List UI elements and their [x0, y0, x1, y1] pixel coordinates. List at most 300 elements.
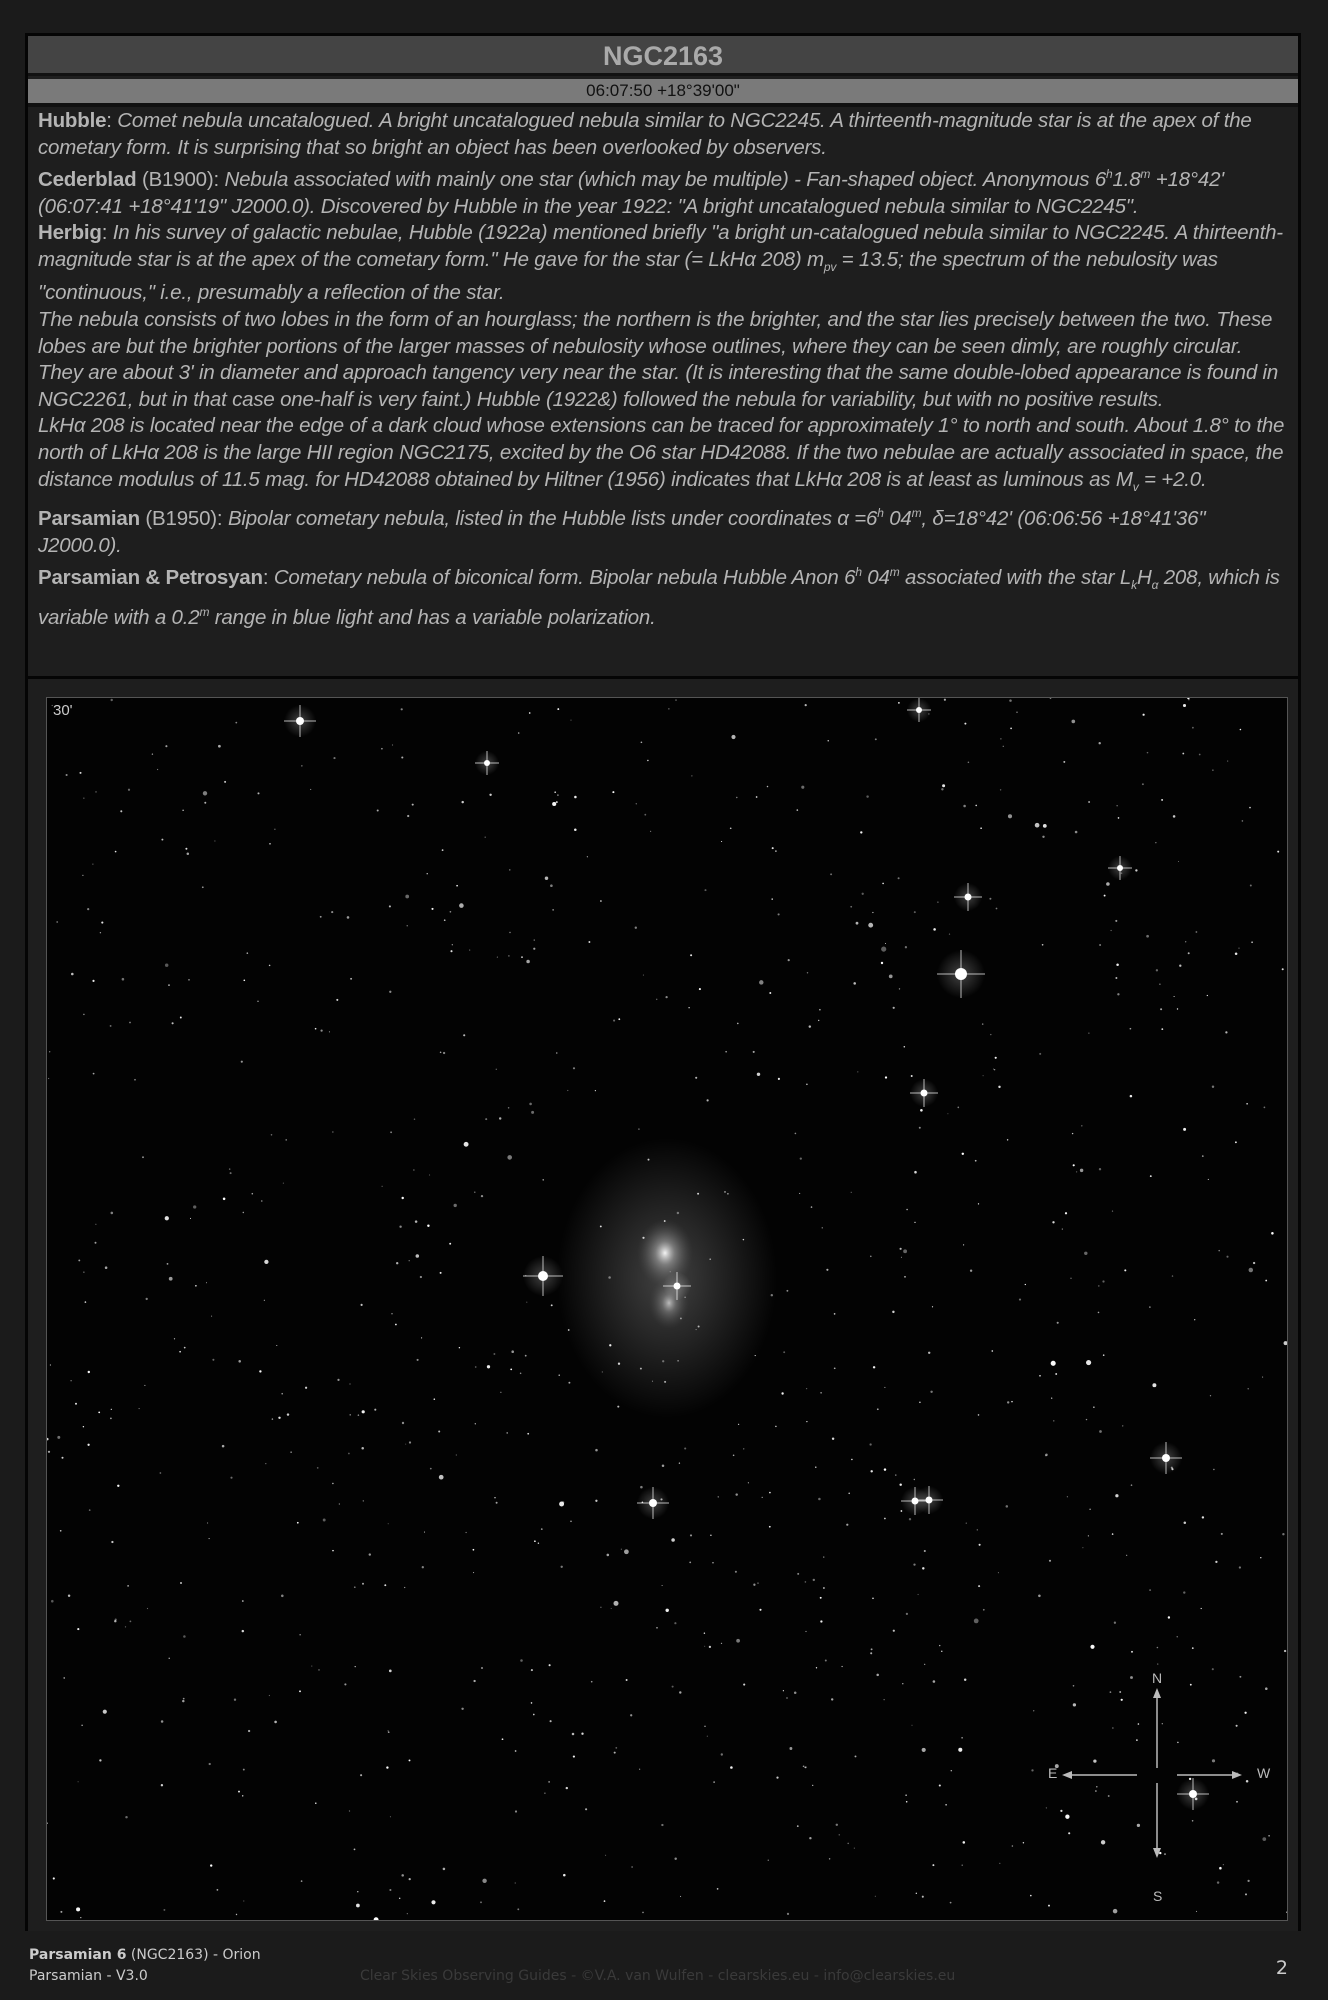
- star: [515, 1882, 516, 1883]
- star: [853, 982, 856, 985]
- description-text: (B1900):: [136, 168, 225, 192]
- star: [381, 748, 383, 750]
- star: [1089, 1508, 1091, 1510]
- star: [115, 851, 117, 853]
- star: [794, 1692, 797, 1695]
- star: [444, 919, 446, 921]
- star: [876, 1674, 879, 1677]
- star: [461, 801, 463, 803]
- star: [438, 1430, 440, 1432]
- star: [778, 913, 780, 915]
- star: [612, 791, 614, 793]
- star: [384, 1584, 386, 1586]
- star: [643, 975, 644, 976]
- star: [900, 1248, 902, 1250]
- star: [1010, 728, 1012, 730]
- star: [509, 869, 510, 870]
- compass-rose: [1047, 1658, 1287, 1898]
- star: [870, 1470, 872, 1472]
- star: [568, 1382, 570, 1384]
- star: [1099, 944, 1101, 946]
- star: [264, 1260, 268, 1264]
- star: [78, 1259, 80, 1261]
- star: [388, 1523, 389, 1524]
- star: [963, 1244, 964, 1245]
- star: [134, 1079, 136, 1081]
- star: [401, 756, 403, 758]
- description-text: LkHα 208 is located near the edge of a dark cloud whose extensions can be traced for approximately 1° to north and south. About 1.8° to the north of LkHα 208 is the large HII region NGC2175, excited by the O6 star HD42088. If the two nebulae are actually associated in space, the distance modulus of 11.5 mag. for HD42088 obtained by Hiltner (1956) indicates that LkHα 208 is at least as luminous as M: [38, 414, 1285, 491]
- star: [652, 1381, 653, 1382]
- star: [1072, 1133, 1073, 1134]
- star: [283, 1183, 284, 1184]
- star: [970, 1269, 972, 1271]
- star: [1215, 1561, 1217, 1563]
- star: [677, 1212, 679, 1214]
- object-coordinates: 06:07:50 +18°39'00": [28, 79, 1298, 107]
- star: [1070, 1278, 1071, 1279]
- star: [235, 722, 237, 724]
- star: [369, 1553, 371, 1555]
- description-text: H: [1136, 566, 1152, 590]
- star: [272, 1418, 273, 1419]
- star: [57, 1436, 60, 1439]
- star: [636, 803, 637, 804]
- object-card: [25, 33, 1301, 1931]
- star: [489, 794, 491, 796]
- star: [1156, 969, 1158, 971]
- star: [1212, 1085, 1214, 1087]
- star: [768, 1860, 769, 1861]
- star: [420, 1276, 422, 1278]
- star: [950, 1902, 952, 1904]
- star: [1130, 1095, 1133, 1098]
- star: [904, 1276, 905, 1277]
- star: [206, 1282, 207, 1283]
- description-text: Nebula associated with mainly one star (which may be multiple) - Fan-shaped object. Anonymous 6: [224, 168, 1107, 192]
- star: [736, 797, 737, 798]
- star: [329, 1031, 330, 1032]
- star: [1286, 1911, 1287, 1913]
- star: [644, 814, 646, 816]
- star: [873, 1366, 875, 1368]
- star: [922, 1748, 926, 1752]
- star: [98, 1411, 100, 1413]
- star: [386, 1766, 388, 1768]
- star: [1016, 712, 1017, 713]
- star: [531, 1111, 534, 1114]
- star: [127, 1585, 129, 1587]
- star: [771, 898, 772, 899]
- star: [884, 1468, 886, 1470]
- star: [265, 1463, 266, 1464]
- star: [828, 740, 829, 741]
- star: [822, 1227, 823, 1228]
- star: [129, 1620, 131, 1622]
- star: [818, 1498, 821, 1501]
- star: [656, 1627, 658, 1629]
- star: [1238, 948, 1239, 949]
- compass-north-label: N: [1152, 1670, 1163, 1686]
- star: [401, 1197, 403, 1199]
- star: [1194, 1319, 1195, 1320]
- star: [454, 1204, 457, 1207]
- star: [735, 1493, 737, 1495]
- star: [1131, 1484, 1133, 1486]
- star: [111, 699, 113, 701]
- star: [361, 1304, 363, 1306]
- star: [75, 1403, 77, 1405]
- description-text: 04: [861, 566, 890, 590]
- star: [884, 1699, 885, 1700]
- star: [80, 1917, 81, 1918]
- star: [805, 1766, 807, 1768]
- star: [429, 1174, 430, 1175]
- star: [909, 1518, 911, 1520]
- star: [570, 1520, 572, 1522]
- star: [797, 1825, 799, 1827]
- star: [333, 757, 335, 759]
- star: [129, 1022, 131, 1024]
- star: [963, 805, 966, 808]
- star: [363, 1500, 364, 1501]
- star: [825, 1660, 827, 1662]
- compass-west-label: W: [1257, 1765, 1271, 1781]
- star: [110, 1418, 112, 1420]
- star: [889, 975, 893, 979]
- description-text: :: [101, 221, 113, 245]
- star: [1081, 1125, 1083, 1127]
- star: [1179, 965, 1181, 967]
- star: [550, 1720, 552, 1722]
- star: [323, 1519, 326, 1522]
- star: [806, 1084, 808, 1086]
- star: [982, 1023, 983, 1024]
- star: [459, 903, 464, 908]
- star: [1130, 1028, 1132, 1030]
- star: [836, 1824, 838, 1826]
- object-description: [38, 108, 1288, 631]
- star: [344, 1683, 346, 1685]
- star: [83, 798, 84, 799]
- star: [1075, 831, 1078, 834]
- star: [1183, 704, 1186, 707]
- star: [697, 1193, 699, 1195]
- star: [713, 1781, 714, 1782]
- star: [875, 1896, 876, 1897]
- star: [721, 1753, 723, 1755]
- description-text: m: [911, 506, 922, 521]
- star: [475, 1423, 476, 1424]
- star: [87, 908, 89, 910]
- star: [554, 791, 556, 793]
- star: [551, 1304, 553, 1306]
- star: [473, 1680, 475, 1682]
- star: [1199, 754, 1201, 756]
- bright-star: [1117, 865, 1123, 871]
- star: [1086, 1419, 1087, 1420]
- star: [299, 1690, 301, 1692]
- star: [77, 1628, 79, 1630]
- star: [932, 1864, 934, 1866]
- bright-star: [955, 968, 967, 980]
- star: [1063, 761, 1065, 763]
- star: [281, 1595, 284, 1598]
- bright-star: [296, 717, 304, 725]
- star: [117, 1485, 119, 1487]
- description-text: α: [1151, 578, 1159, 593]
- star: [568, 1329, 570, 1331]
- star: [224, 781, 226, 783]
- star: [781, 1392, 783, 1394]
- bright-star: [538, 1271, 548, 1281]
- star: [731, 735, 735, 739]
- star: [238, 1360, 241, 1363]
- star: [1122, 1425, 1123, 1426]
- star: [362, 1410, 365, 1413]
- star: [427, 873, 428, 874]
- star: [611, 1608, 612, 1609]
- star: [538, 1543, 539, 1544]
- star: [743, 1239, 744, 1240]
- star: [241, 1061, 243, 1063]
- star: [635, 927, 637, 929]
- star: [320, 916, 322, 918]
- star: [409, 1441, 411, 1443]
- star: [481, 1667, 483, 1669]
- star: [895, 1474, 896, 1475]
- star: [147, 1608, 148, 1609]
- bright-star: [965, 894, 972, 901]
- star: [207, 1522, 208, 1523]
- star: [497, 957, 498, 958]
- star: [193, 1205, 196, 1208]
- star: [1118, 817, 1120, 819]
- star: [1115, 920, 1117, 922]
- star: [591, 1681, 593, 1683]
- star: [259, 1370, 261, 1372]
- star: [1260, 1557, 1261, 1558]
- star: [963, 1841, 966, 1844]
- star: [210, 1864, 212, 1866]
- footer-catalog: Parsamian - V3.0: [29, 1968, 148, 1984]
- star: [243, 979, 245, 981]
- star: [142, 1156, 144, 1158]
- star: [783, 1351, 785, 1353]
- star: [1185, 941, 1186, 942]
- star: [868, 923, 873, 928]
- star: [407, 815, 409, 817]
- star: [1221, 1533, 1223, 1535]
- star: [807, 972, 808, 973]
- description-paragraph: [38, 307, 1288, 413]
- star: [161, 839, 163, 841]
- description-text: = 13.5; the spectrum of the nebulosity was "continuous," i.e., presumably a reflection of the star.: [38, 247, 1218, 305]
- star: [414, 1118, 415, 1119]
- star: [595, 1090, 596, 1091]
- star: [70, 1380, 71, 1381]
- star: [1277, 851, 1279, 853]
- star: [964, 1679, 966, 1681]
- star: [48, 1451, 50, 1453]
- star: [243, 1900, 244, 1901]
- star: [662, 1464, 665, 1467]
- star: [978, 1414, 980, 1416]
- star: [585, 1808, 587, 1810]
- star: [1177, 1008, 1178, 1009]
- star: [515, 1810, 517, 1812]
- star: [941, 788, 943, 790]
- description-text: h: [877, 506, 884, 521]
- star: [493, 1353, 495, 1355]
- star: [1076, 1171, 1077, 1172]
- description-text: :: [262, 566, 274, 590]
- star: [999, 1863, 1000, 1864]
- star: [99, 1759, 101, 1761]
- star: [1135, 869, 1137, 871]
- star: [389, 1889, 391, 1891]
- star: [901, 1257, 902, 1258]
- star: [230, 1172, 232, 1174]
- star: [1113, 1909, 1118, 1914]
- star: [769, 1526, 771, 1528]
- star: [797, 809, 799, 811]
- star: [110, 1025, 112, 1027]
- star: [670, 1271, 671, 1272]
- star: [1086, 1360, 1091, 1365]
- star: [1117, 805, 1118, 806]
- star: [421, 1337, 422, 1338]
- star: [434, 1398, 436, 1400]
- star: [47, 1823, 48, 1824]
- star: [1088, 801, 1090, 803]
- compass-south-label: S: [1153, 1888, 1163, 1904]
- star: [230, 1477, 232, 1479]
- star: [841, 1666, 842, 1667]
- star: [125, 1626, 126, 1627]
- star: [1099, 1430, 1102, 1433]
- star: [412, 804, 414, 806]
- source-label: Hubble: [38, 109, 107, 132]
- star: [885, 943, 886, 944]
- star: [167, 1263, 169, 1265]
- star: [1284, 1650, 1286, 1652]
- star: [1184, 1522, 1187, 1525]
- description-text: m: [199, 604, 210, 619]
- star: [1247, 1388, 1248, 1389]
- star: [182, 810, 183, 811]
- star: [991, 1350, 993, 1352]
- star: [1006, 1505, 1009, 1508]
- star: [48, 1078, 49, 1079]
- description-paragraph: [38, 161, 1288, 220]
- star: [664, 1381, 666, 1383]
- star: [172, 1022, 174, 1024]
- star: [570, 720, 571, 721]
- star: [797, 1573, 799, 1575]
- star: [1227, 761, 1228, 762]
- star: [631, 1866, 633, 1868]
- star: [574, 828, 577, 831]
- star: [757, 1582, 759, 1584]
- star: [762, 1497, 763, 1498]
- star: [801, 786, 804, 789]
- star: [911, 1075, 913, 1077]
- star: [1126, 1555, 1127, 1556]
- star: [1019, 1299, 1021, 1301]
- star: [795, 1133, 797, 1135]
- star: [169, 1658, 170, 1659]
- star: [920, 1109, 923, 1112]
- star: [1051, 1361, 1056, 1366]
- star: [786, 1290, 788, 1292]
- star: [829, 1858, 830, 1859]
- star: [691, 775, 692, 776]
- star: [944, 699, 946, 701]
- star: [1038, 1595, 1041, 1598]
- description-text: In his survey of galactic nebulae, Hubble (1922a) mentioned briefly "a bright un-catalogued nebula similar to NGC2245. A thirteenth-magnitude star is at the apex of the cometary form." He gave for the star (= LkHα 208) m: [38, 221, 1283, 271]
- bright-star: [926, 1497, 933, 1504]
- star: [511, 1350, 514, 1353]
- star: [834, 1367, 836, 1369]
- star: [521, 956, 523, 958]
- star: [1080, 1169, 1083, 1172]
- star: [508, 955, 510, 957]
- star: [1240, 729, 1242, 731]
- star: [815, 1467, 816, 1468]
- star: [390, 1816, 391, 1817]
- star: [168, 984, 169, 985]
- star: [680, 1896, 681, 1897]
- star: [640, 1486, 643, 1489]
- star: [1149, 1589, 1151, 1591]
- star: [978, 1585, 980, 1587]
- star: [914, 1171, 917, 1174]
- star: [872, 1597, 874, 1599]
- star: [422, 1566, 424, 1568]
- star: [552, 909, 553, 910]
- star: [482, 1879, 486, 1883]
- star: [1207, 995, 1208, 996]
- star: [1157, 1647, 1159, 1649]
- star: [443, 1868, 446, 1871]
- star: [642, 1237, 644, 1239]
- star: [662, 1360, 664, 1362]
- star: [665, 996, 667, 998]
- star: [1192, 1647, 1194, 1649]
- star: [529, 712, 531, 714]
- star: [63, 1677, 64, 1678]
- star: [269, 965, 271, 967]
- star: [125, 1816, 127, 1818]
- star: [672, 1686, 674, 1688]
- star: [556, 801, 558, 803]
- star: [526, 1302, 527, 1303]
- star: [300, 1634, 301, 1635]
- star: [730, 1766, 733, 1769]
- star: [534, 1540, 536, 1542]
- star: [743, 1448, 744, 1449]
- star: [83, 1426, 84, 1427]
- star: [180, 1582, 182, 1584]
- star: [600, 900, 602, 902]
- star: [898, 702, 900, 704]
- star: [502, 1738, 504, 1740]
- description-text: , δ=18°42' (06:06:56 +18°41'36" J2000.0).: [38, 507, 1206, 557]
- star: [71, 973, 74, 976]
- star: [1007, 1139, 1008, 1140]
- star: [114, 1620, 116, 1622]
- star: [823, 1557, 824, 1558]
